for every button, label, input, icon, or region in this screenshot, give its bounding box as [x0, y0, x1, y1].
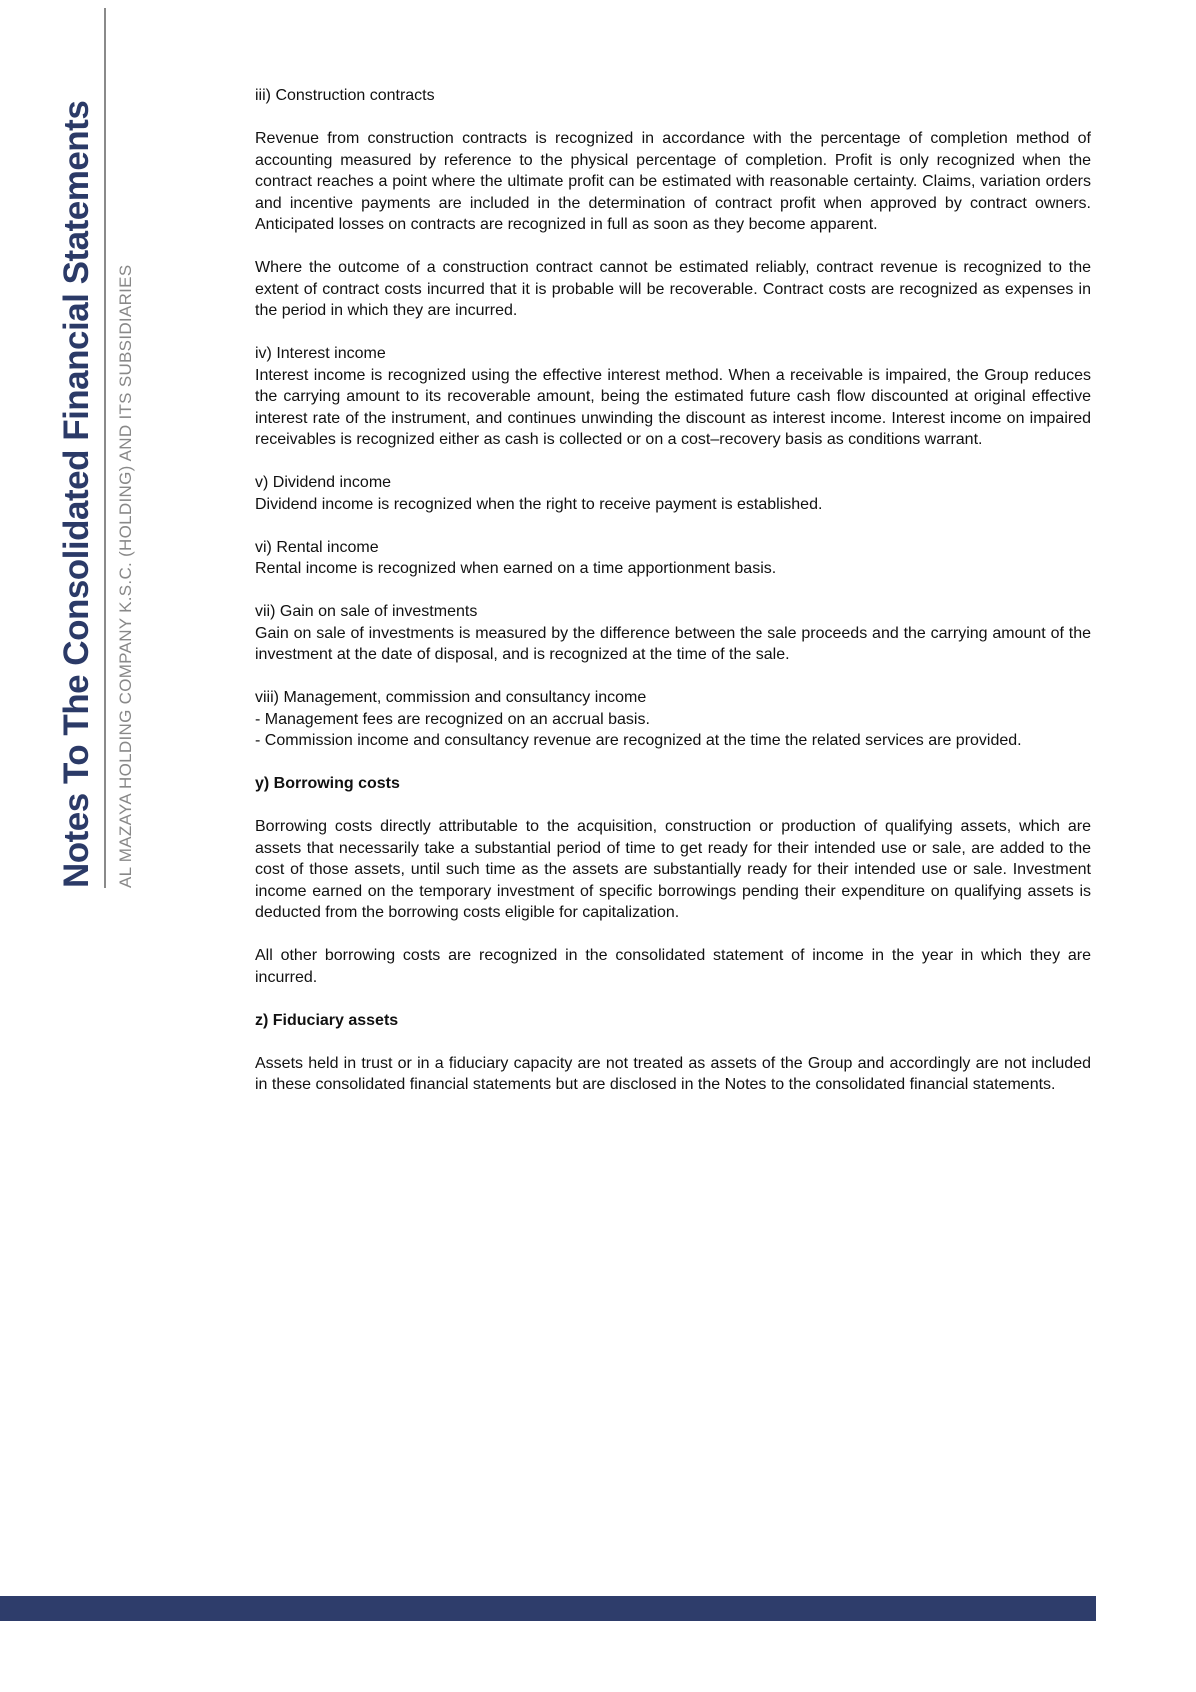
- paragraph-borrowing-costs-2: All other borrowing costs are recognized in the consolidated statement of income in the year in which they are incurred.: [255, 947, 1091, 986]
- heading-dividend-income: v) Dividend income: [255, 474, 392, 491]
- heading-gain-on-sale: vii) Gain on sale of investments: [255, 603, 478, 620]
- heading-interest-income: iv) Interest income: [255, 345, 386, 362]
- paragraph-construction-2: Where the outcome of a construction contract cannot be estimated reliably, contract revenue is recognized to the extent of contract costs incurred that it is probable will be recoverable. Contract costs are recognized as expenses in the period in which they are incurred.: [255, 259, 1091, 319]
- sidebar-company-name: AL MAZAYA HOLDING COMPANY K.S.C. (HOLDING) AND ITS SUBSIDIARIES: [116, 264, 135, 888]
- heading-rental-income: vi) Rental income: [255, 538, 379, 556]
- line-management-fees: - Management fees are recognized on an accrual basis.: [255, 710, 650, 728]
- paragraph-borrowing-costs-1: Borrowing costs directly attributable to the acquisition, construction or production of qualifying assets, which are assets that necessarily take a substantial period of time to get ready for their intended use or sale, are added to the cost of those assets, until such time as the assets are substantially ready for their intended use or sale. Investment income earned on the temporary investment of specific borrowings pending their expenditure on qualifying assets is deducted from the borrowing costs eligible for capitalization.: [255, 818, 1091, 921]
- notes-content: [255, 85, 1091, 1096]
- paragraph-fiduciary-assets: Assets held in trust or in a fiduciary capacity are not treated as assets of the Group and accordingly are not included in these consolidated financial statements but are disclosed in the Notes to the consolidated financial statements.: [255, 1054, 1091, 1093]
- paragraph-interest-income: Interest income is recognized using the effective interest method. When a receivable is impaired, the Group reduces the carrying amount to its recoverable amount, being the estimated future cash flow discounted at original effective interest rate of the instrument, and continues unwinding the discount as interest income. Interest income on impaired receivables is recognized either as cash is collected or on a cost–recovery basis as conditions warrant.: [255, 366, 1091, 448]
- paragraph-rental-income: Rental income is recognized when earned on a time apportionment basis.: [255, 560, 777, 577]
- heading-borrowing-costs: y) Borrowing costs: [255, 775, 400, 792]
- sidebar-divider: [104, 8, 106, 888]
- heading-construction-contracts: iii) Construction contracts: [255, 87, 435, 104]
- paragraph-gain-on-sale: Gain on sale of investments is measured by the difference between the sale proceeds and the carrying amount of the investment at the date of disposal, and is recognized at the time of the sale.: [255, 624, 1091, 663]
- sidebar-title: Notes To The Consolidated Financial Statements: [57, 100, 96, 888]
- paragraph-dividend-income: Dividend income is recognized when the right to receive payment is established.: [255, 495, 823, 513]
- footer-bar: [0, 1596, 1096, 1621]
- heading-fiduciary-assets: z) Fiduciary assets: [255, 1011, 399, 1029]
- heading-management-income: viii) Management, commission and consultancy income: [255, 689, 647, 706]
- paragraph-construction-1: Revenue from construction contracts is recognized in accordance with the percentage of completion method of accounting measured by reference to the physical percentage of completion. Profit is only recognized when the contract reaches a point where the ultimate profit can be estimated with reasonable certainty. Claims, variation orders and incentive payments are included in the determination of contract profit when approved by contract owners. Anticipated losses on contracts are recognized in full as soon as they become apparent.: [255, 130, 1091, 233]
- line-commission-income: - Commission income and consultancy revenue are recognized at the time the related services are provided.: [255, 732, 1022, 749]
